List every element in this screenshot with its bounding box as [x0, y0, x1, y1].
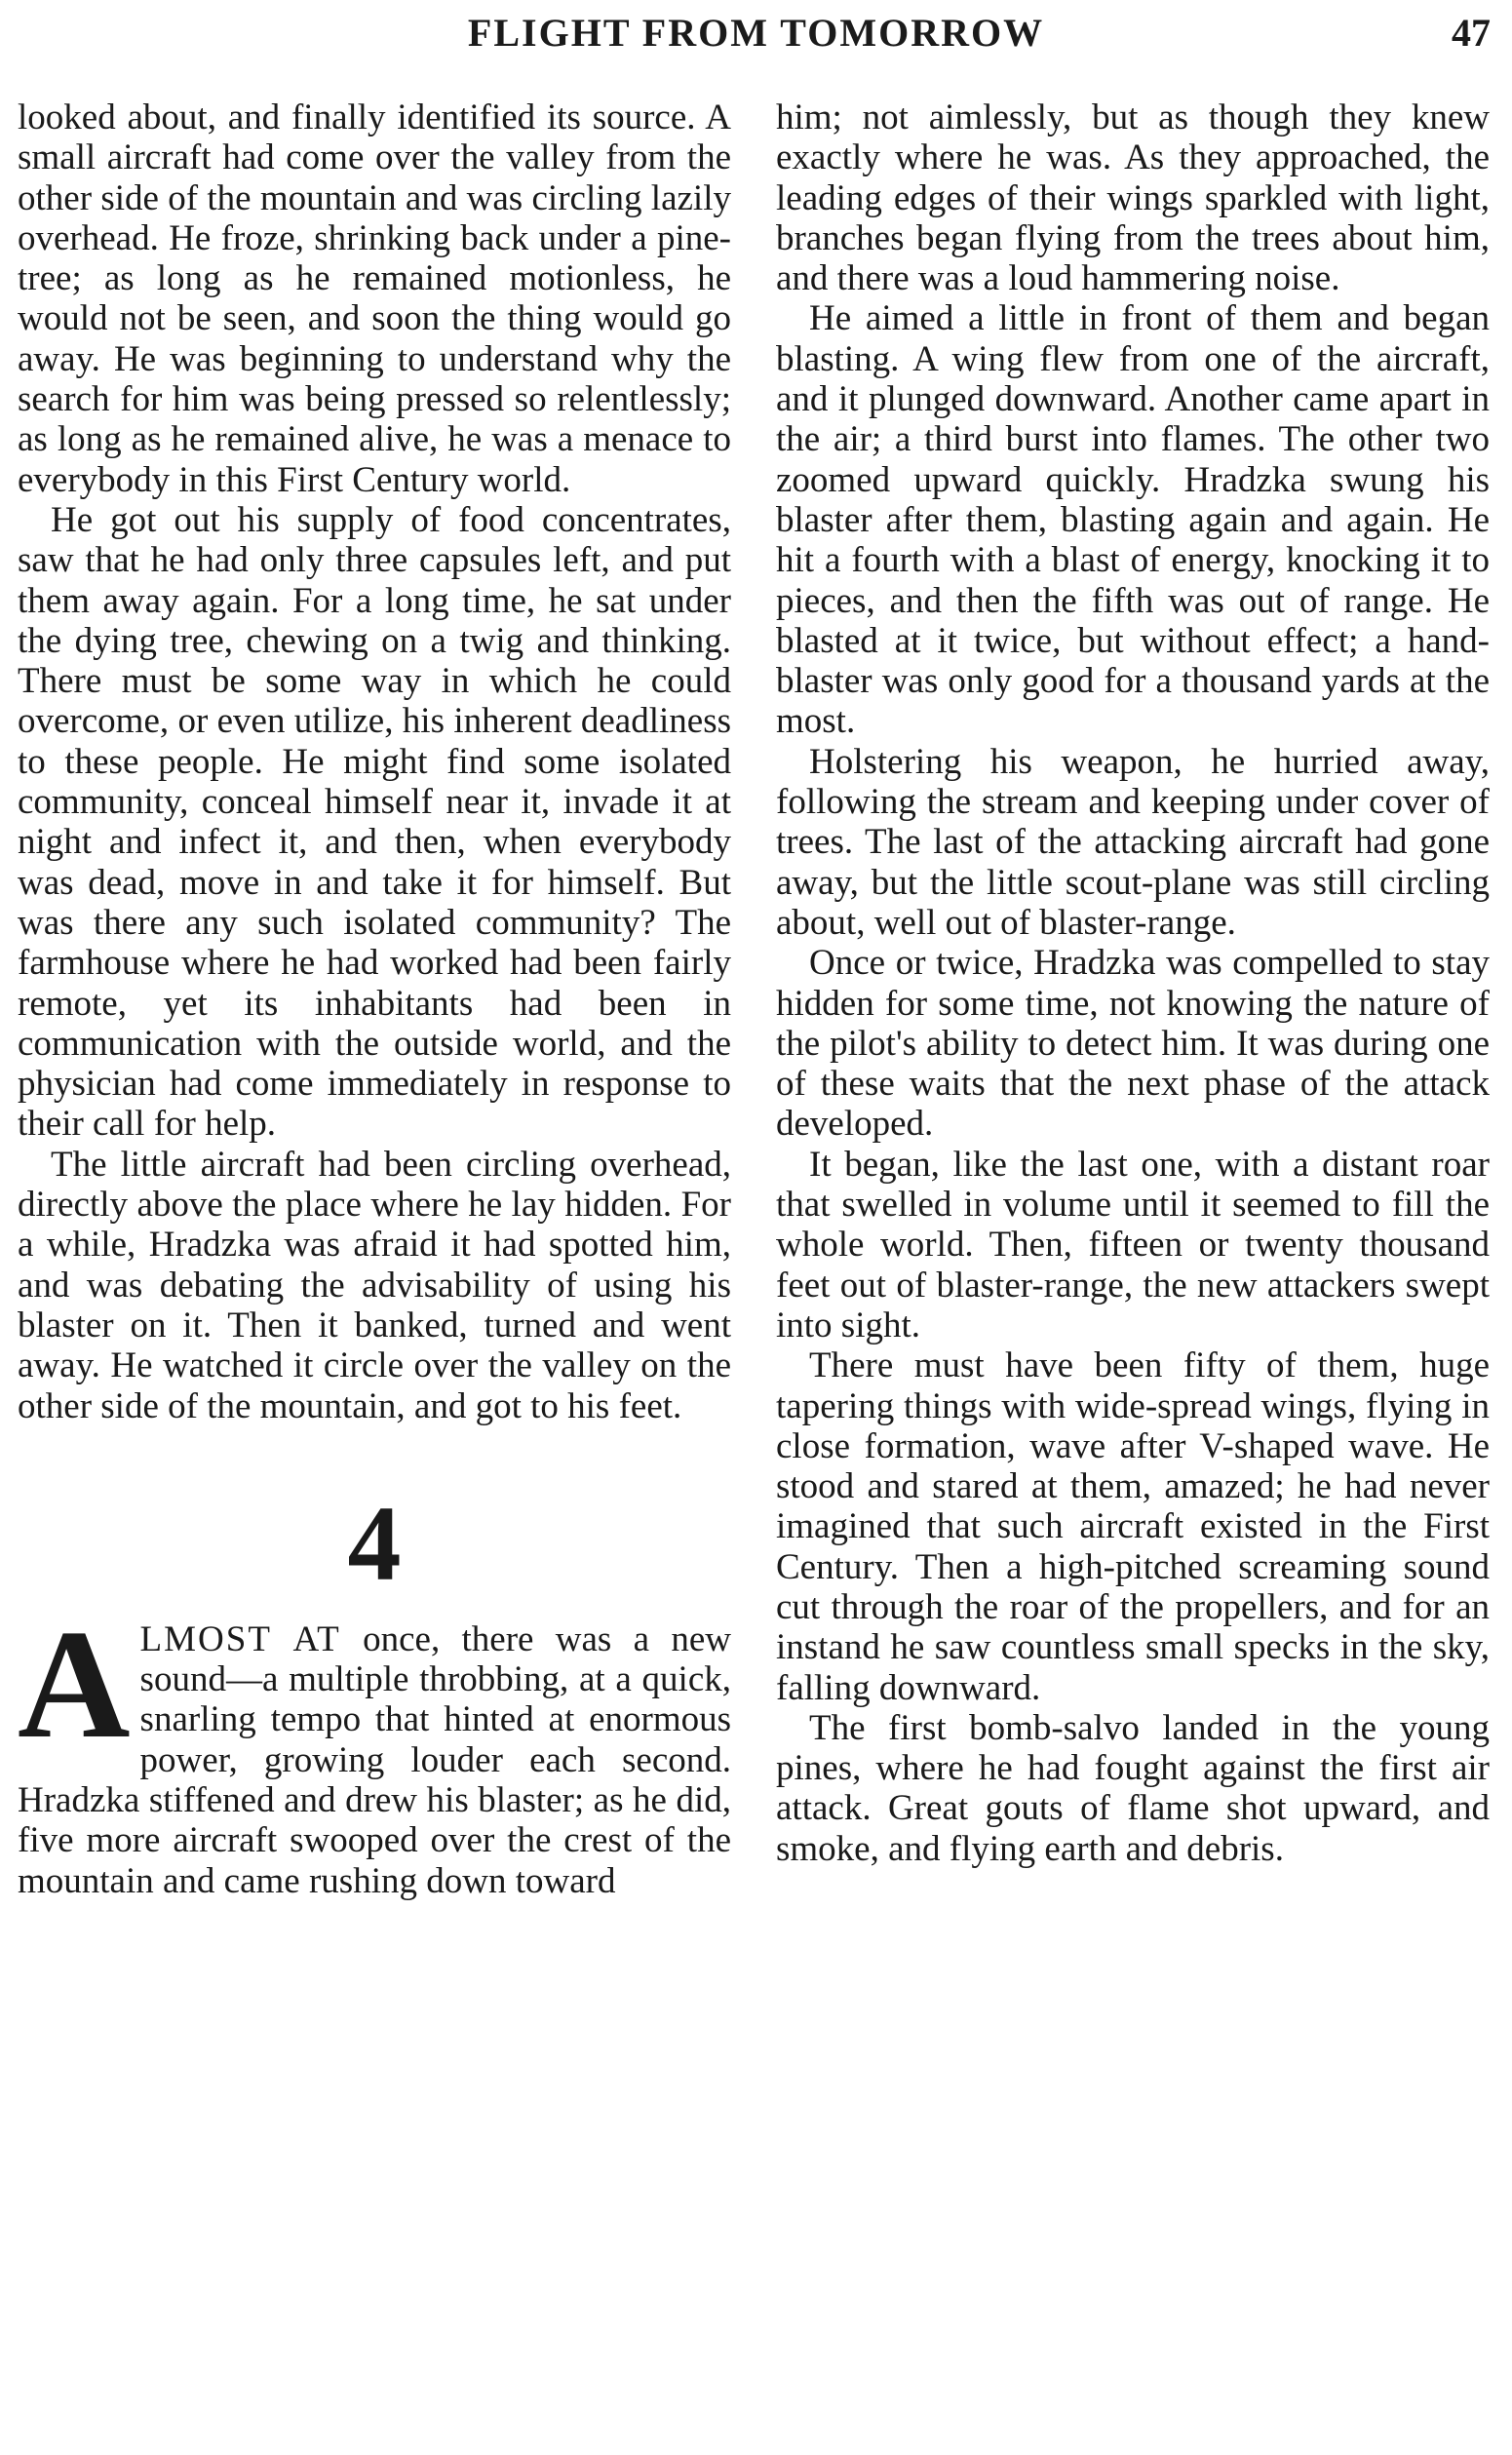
left-column: [18, 97, 731, 1901]
paragraph: It began, like the last one, with a distant roar that swelled in volume until it seemed to fill the whole world. Then, fifteen or twenty thousand feet out of blaster-range, the new attackers swept into sight.: [776, 1144, 1490, 1345]
paragraph: He got out his supply of food concentrates, saw that he had only three capsules left, and put them away again. For a long time, he sat under the dying tree, chewing on a twig and thinking. There must be some way in which he could overcome, or even utilize, his inherent deadliness to these people. He might find some isolated community, conceal himself near it, invade it at night and infect it, and then, when everybody was dead, move in and take it for himself. But was there any such isolated community? The farmhouse where he had worked had been fairly remote, yet its inhabitants had been in communication with the outside world, and the physician had come immediately in response to their call for help.: [18, 499, 731, 1145]
running-title: FLIGHT FROM TOMORROW: [467, 11, 1045, 55]
paragraph: The little aircraft had been circling overhead, directly above the place where he lay hidden. For a while, Hradzka was afraid it had spotted him, and was debating the advisability of using his blaster on it. Then it banked, turned and went away. He watched it circle over the valley on the other side of the mountain, and got to his feet.: [18, 1144, 731, 1426]
paragraph: The first bomb-salvo landed in the young pines, where he had fought against the first air attack. Great gouts of flame shot upward, and smoke, and flying earth and debris.: [776, 1707, 1490, 1869]
page-header: [0, 10, 1512, 68]
small-caps-lead: LMOST AT: [139, 1618, 341, 1659]
paragraph: looked about, and finally identified its source. A small aircraft had come over the valley from the other side of the mountain and was circling lazily overhead. He froze, shrinking back under a pine-tree; as long as he remained motionless, he would not be seen, and soon the thing would go away. He was beginning to understand why the search for him was being pressed so relentlessly; as long as he remained alive, he was a menace to everybody in this First Century world.: [18, 97, 731, 500]
paragraph: Once or twice, Hradzka was compelled to stay hidden for some time, not knowing the nature of the pilot's ability to detect him. It was during one of these waits that the next phase of the attack developed.: [776, 943, 1490, 1145]
paragraph: He aimed a little in front of them and began blasting. A wing flew from one of the aircraft, and it plunged downward. Another came apart in the air; a third burst into flames. The other two zoomed upward quickly. Hradzka swung his blaster after them, blasting again and again. He hit a fourth with a blast of energy, knocking it to pieces, and then the fifth was out of range. He blasted at it twice, but without effect; a hand-blaster was only good for a thousand yards at the most.: [776, 298, 1490, 742]
right-column: [776, 97, 1490, 1869]
paragraph: There must have been fifty of them, huge tapering things with wide-spread wings, flying in close formation, wave after V-shaped wave. He stood and stared at them, amazed; he had never imagined that such aircraft existed in the First Century. Then a high-pitched screaming sound cut through the roar of the propellers, and for an instand he saw countless small specks in the sky, falling downward.: [776, 1345, 1490, 1708]
paragraph-text: once, there was a new sound—a multiple throbbing, at a quick, snarling tempo that hinted at enormous power, growing louder each second. Hradzka stiffened and drew his blaster; as he did, five more aircraft swooped over the crest of the mountain and came rushing down toward: [18, 1618, 731, 1901]
drop-cap: A: [18, 1596, 131, 1771]
page-number: 47: [1452, 11, 1491, 55]
paragraph: Holstering his weapon, he hurried away, following the stream and keeping under cover of trees. The last of the attacking aircraft had gone away, but the little scout-plane was still circling about, well out of blaster-range.: [776, 741, 1490, 943]
chapter-number: 4: [347, 1483, 402, 1603]
paragraph: him; not aimlessly, but as though they knew exactly where he was. As they approached, the leading edges of their wings sparkled with light, branches began flying from the trees about him, and there was a loud hammering noise.: [776, 97, 1490, 299]
chapter-opening-paragraph: [18, 1596, 731, 1901]
